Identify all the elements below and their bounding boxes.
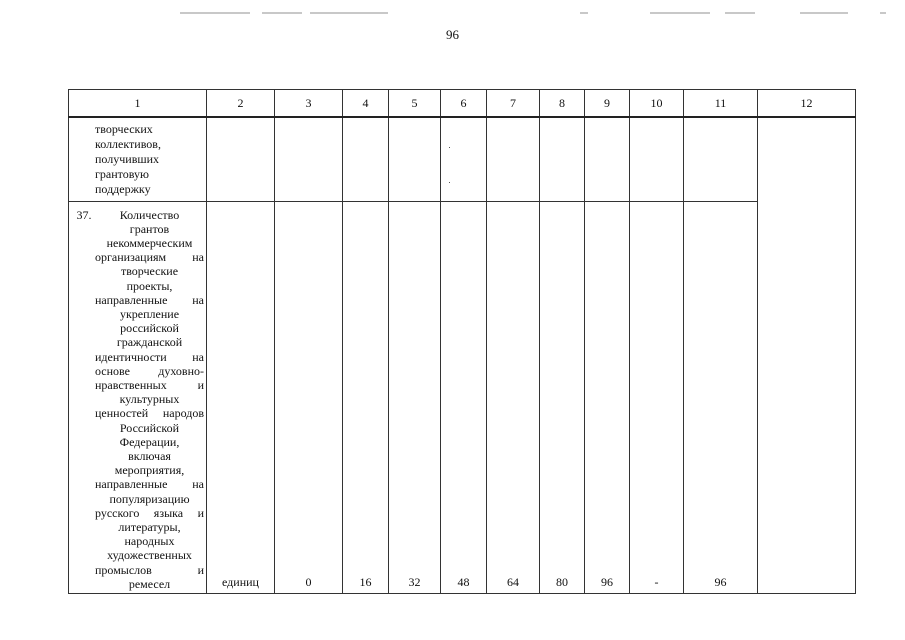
indicator-name-line: включая [128,448,171,463]
table-cell-col12 [758,117,856,594]
indicator-row-37 [69,202,856,594]
table-cell [389,117,441,202]
indicator-name-line: художественных [107,548,192,563]
scan-artifact [180,12,900,18]
value-cell-8 [540,202,585,594]
value-7: 64 [507,575,519,589]
table-cell [684,117,758,202]
indicator-table [68,89,856,594]
value-10: - [654,575,659,589]
indicator-name-line: промыслов и [95,562,204,577]
value-8: 80 [556,575,568,589]
scan-speck [449,182,450,183]
column-header-7: 7 [487,90,540,118]
table-cell [585,117,630,202]
value-cell-4 [343,202,389,594]
unit-value: единиц [222,575,259,589]
column-header-5: 5 [389,90,441,118]
scan-speck [449,147,450,148]
indicator-name-line: российской [120,321,179,336]
indicator-name-line: направленные на [95,292,204,307]
indicator-name-line: идентичности на [95,349,204,364]
column-header-1: 1 [69,90,207,118]
column-number-row [69,90,856,118]
column-header-4: 4 [343,90,389,118]
unit-cell [207,202,275,594]
value-4: 16 [359,575,372,589]
indicator-name-line: организациям на [95,250,204,265]
table-cell [441,117,487,202]
continuation-text-cell [69,117,207,202]
indicator-name-line: ремесел [128,576,171,591]
value-cell-11 [684,202,758,594]
indicator-name-line: некоммерческим [106,235,193,250]
column-header-8: 8 [540,90,585,118]
indicator-name-line: гражданской [116,335,183,350]
column-header-12: 12 [758,90,856,118]
indicator-name-line: культурных [119,392,180,407]
indicator-name-line: Количество [119,207,180,222]
indicator-name-line: Российской [119,420,180,435]
continuation-text [69,118,206,201]
indicator-name-line: грантов [129,221,170,236]
continuation-row [69,117,856,202]
indicator-name-line: Федерации, [119,434,180,449]
table-cell [343,117,389,202]
column-header-11: 11 [684,90,758,118]
table-cell [487,117,540,202]
continuation-line: творческих [95,122,153,136]
value-9: 96 [601,575,613,589]
column-header-2: 2 [207,90,275,118]
indicator-name-line: направленные на [95,477,204,492]
indicator-name-line: мероприятия, [114,463,185,478]
indicator-number: 37. [76,207,92,222]
indicator-name-line: творческие [120,264,179,279]
indicator-name-line: популяризацию [109,491,190,506]
value-5: 32 [408,575,421,589]
table-cell [540,117,585,202]
value-3: 0 [305,575,312,589]
indicator-name-line: проекты, [126,278,173,293]
continuation-line: получивших [95,152,160,166]
indicator-name-line: укрепление [119,306,180,321]
continuation-line: грантовую [95,167,149,181]
table-cell [275,117,343,202]
column-header-9: 9 [585,90,630,118]
value-cell-9 [585,202,630,594]
indicator-name-line: русского языка и [95,505,204,520]
table-cell [630,117,684,202]
value-cell-6 [441,202,487,594]
value-cell-3 [275,202,343,594]
column-header-6: 6 [441,90,487,118]
value-cell-7 [487,202,540,594]
indicator-name-line: ценностей народов [95,406,204,421]
continuation-line: коллективов, [95,137,161,151]
value-cell-10 [630,202,684,594]
table-cell [207,117,275,202]
value-6: 48 [457,575,470,589]
value-11: 96 [714,575,727,589]
indicator-name-line: литературы, [118,519,181,534]
column-header-3: 3 [275,90,343,118]
column-header-10: 10 [630,90,684,118]
indicator-name-line: основе духовно- [95,363,204,378]
indicator-name-cell [69,202,207,594]
value-cell-5 [389,202,441,594]
indicator-name-line: народных [124,534,175,549]
indicator-name [95,208,204,591]
indicator-name-line: нравственных и [95,377,204,392]
continuation-line: поддержку [95,182,151,196]
page-number: 96 [446,27,459,42]
